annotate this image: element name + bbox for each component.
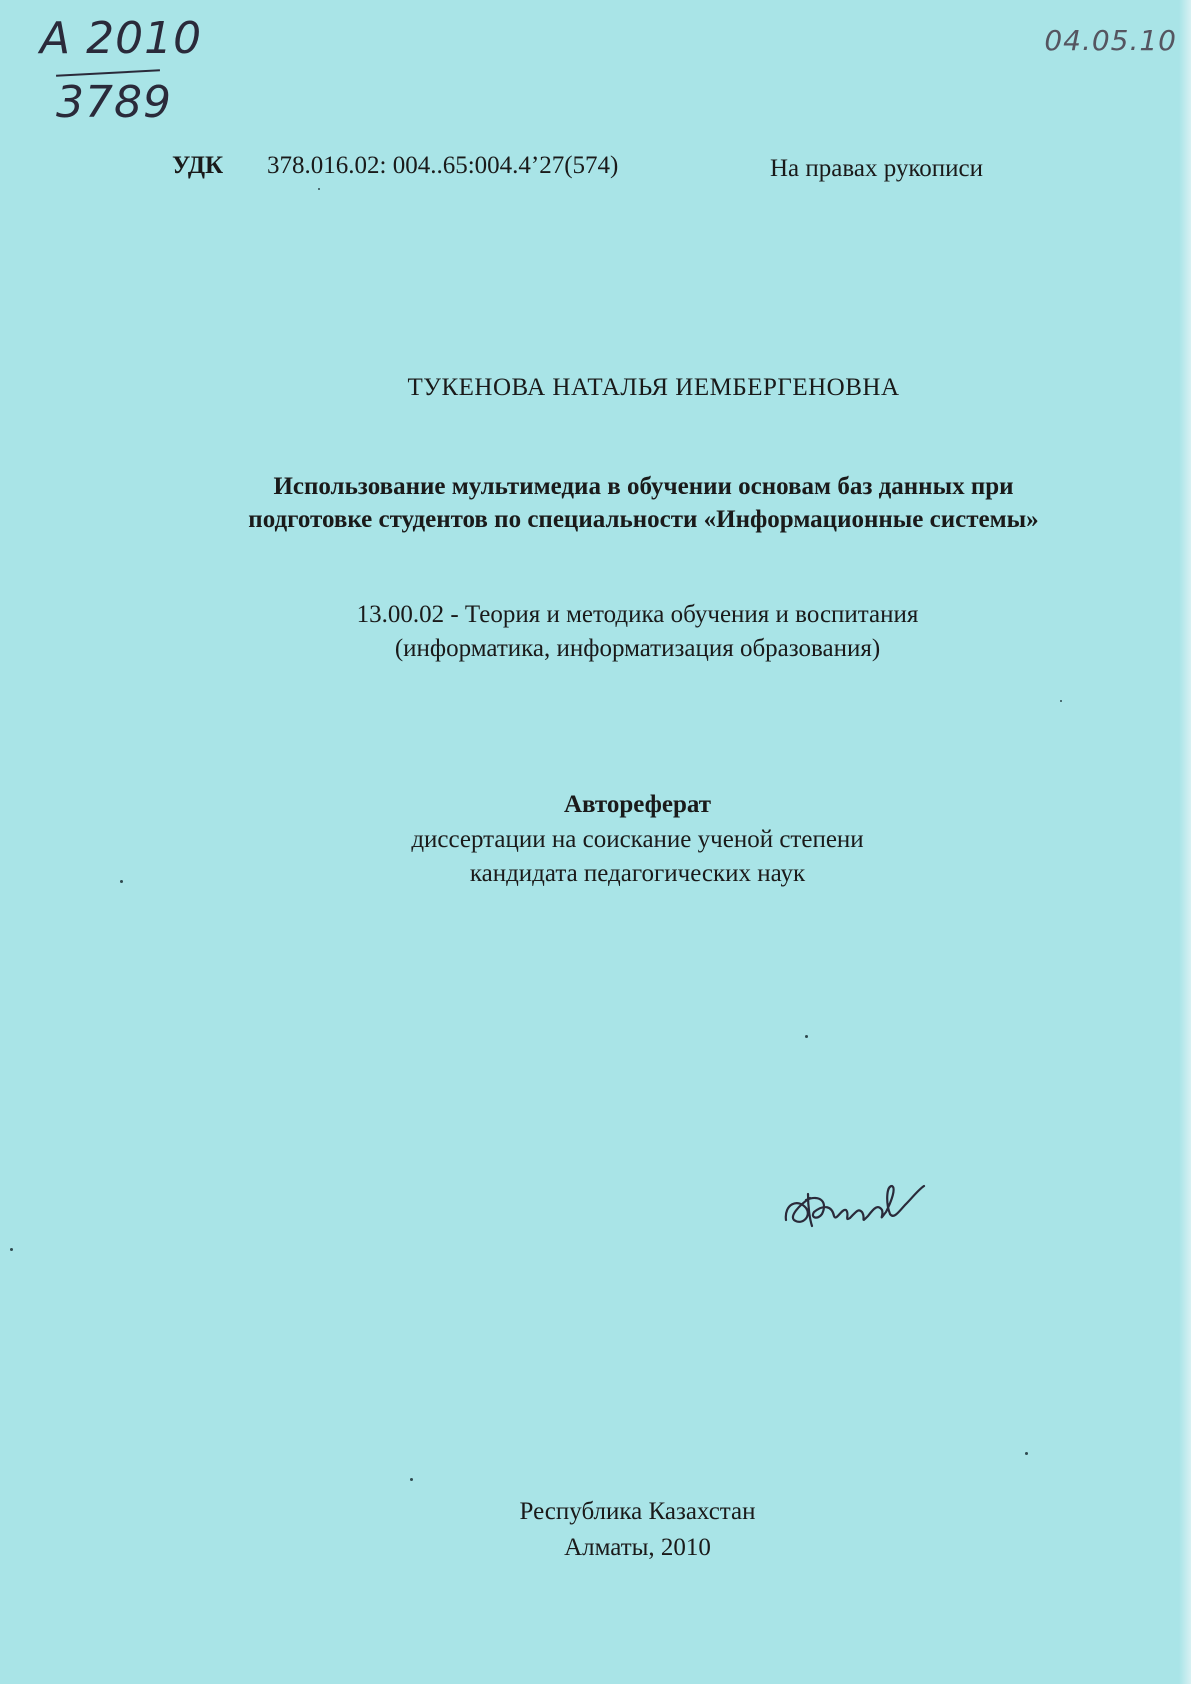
abstract-line-1: диссертации на соискание ученой степени xyxy=(411,826,864,853)
udk-code: 378.016.02: 004..65:004.4’27(574) xyxy=(267,152,619,179)
publication-place xyxy=(42,1494,1191,1566)
title-line-1: Использование мультимедиа в обучении основам баз данных при xyxy=(273,473,1014,500)
author-signature xyxy=(780,1168,930,1243)
specialty-line-2: (информатика, информатизация образования) xyxy=(394,635,881,662)
handwritten-archive-number: 3789 xyxy=(56,77,172,128)
title-line-2: подготовке студентов по специальности «Информационные системы» xyxy=(248,506,1039,533)
specialty-code xyxy=(42,598,1191,666)
paper-speck xyxy=(805,1035,808,1038)
author-name: ТУКЕНОВА НАТАЛЬЯ ИЕМБЕРГЕНОВНА xyxy=(407,374,900,401)
signature-icon xyxy=(780,1168,930,1238)
handwritten-underline xyxy=(56,69,160,76)
place-country: Республика Казахстан xyxy=(519,1498,756,1525)
udk-line xyxy=(172,152,619,180)
specialty-line-1: 13.00.02 - Теория и методика обучения и воспитания xyxy=(356,601,919,628)
paper-speck xyxy=(120,880,123,883)
paper-speck xyxy=(10,1248,13,1251)
place-city-year: Алматы, 2010 xyxy=(564,1534,711,1561)
paper-speck xyxy=(318,188,320,190)
dissertation-title xyxy=(48,470,1191,536)
abstract-line-2: кандидата педагогических наук xyxy=(469,860,806,887)
handwritten-received-date: 04.05.10 xyxy=(1044,24,1177,57)
udk-label: УДК xyxy=(172,152,224,179)
paper-speck xyxy=(1060,700,1062,702)
rights-notice: На правах рукописи xyxy=(770,155,983,182)
abstract-heading: Автореферат xyxy=(563,791,712,818)
abstract-description xyxy=(42,823,1191,891)
handwritten-archive-code: А 2010 xyxy=(40,13,203,64)
paper-speck xyxy=(410,1478,413,1481)
paper-speck xyxy=(1025,1452,1028,1455)
